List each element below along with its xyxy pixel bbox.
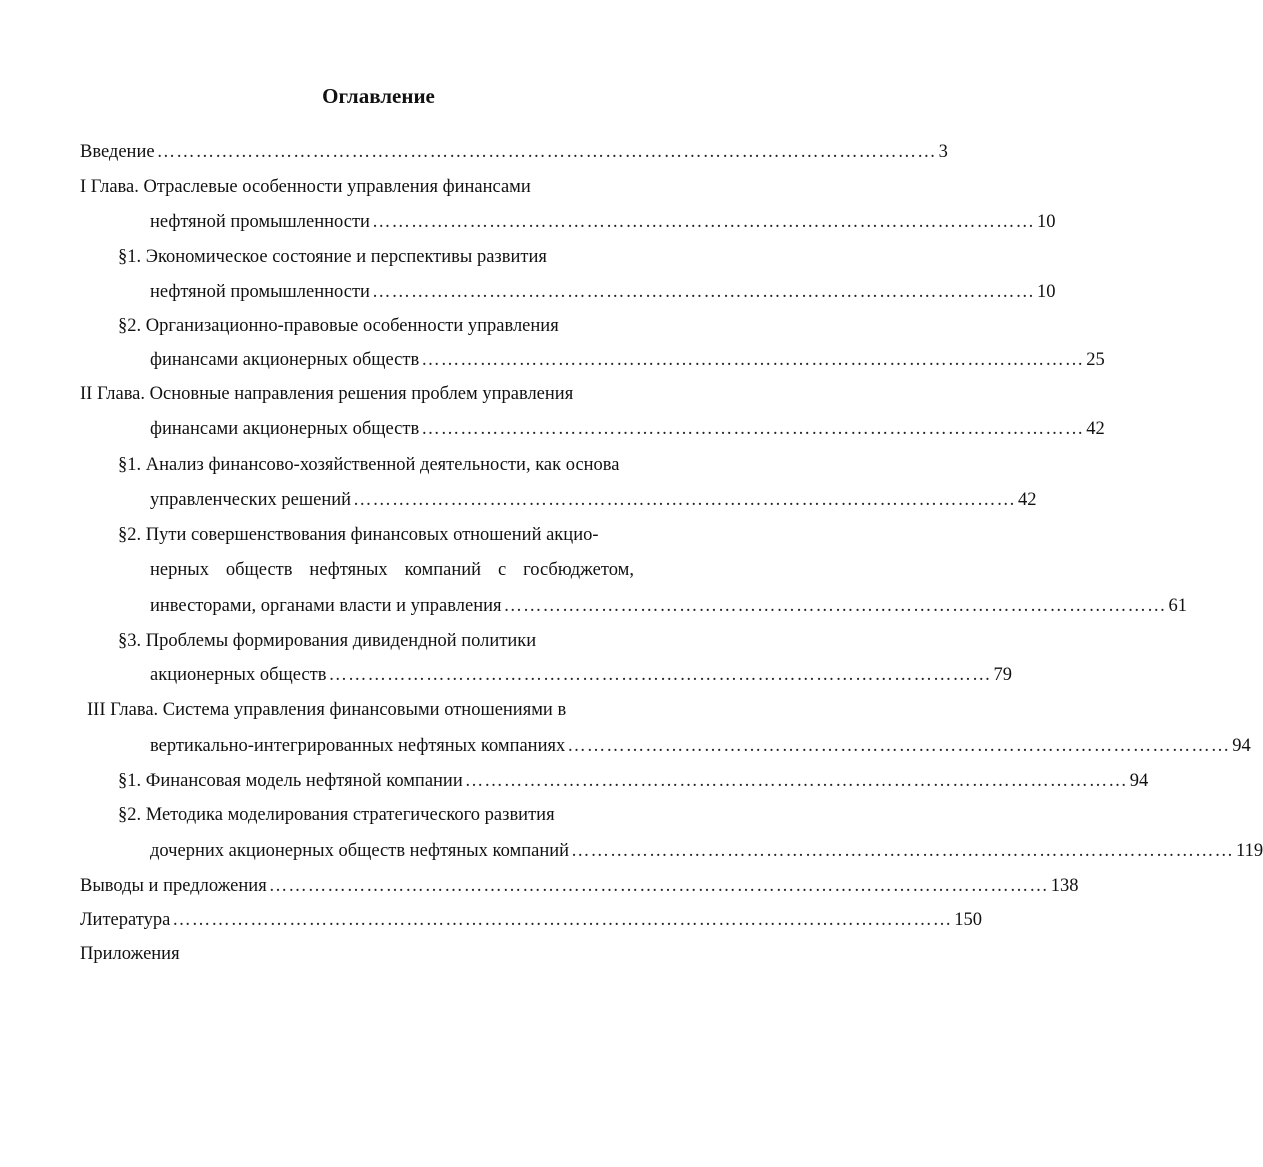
toc-entry-page: 79: [993, 665, 1012, 685]
toc-entry-page: 138: [1050, 876, 1079, 896]
toc-entry-appendices[interactable]: [80, 941, 180, 967]
dot-leader: …………………………………………………………………………………………: [371, 282, 1035, 302]
toc-entry-label: §2. Организационно-правовые особенности управления: [118, 316, 559, 336]
toc-entry-section-1-2-cont[interactable]: [150, 347, 1105, 373]
toc-entry-section-2-1[interactable]: [118, 452, 620, 478]
dot-leader: …………………………………………………………………………………………………………: [172, 910, 953, 930]
toc-entry-section-1-2[interactable]: [118, 313, 559, 339]
toc-entry-section-2-2-cont2[interactable]: [150, 593, 1187, 619]
toc-entry-chapter-1[interactable]: [80, 174, 531, 200]
toc-entry-page: 61: [1168, 596, 1187, 616]
toc-entry-page: 42: [1086, 419, 1105, 439]
toc-entry-label: §1. Финансовая модель нефтяной компании: [118, 771, 463, 791]
toc-entry-label: I Глава. Отраслевые особенности управления финансами: [80, 177, 531, 197]
toc-entry-label: акционерных обществ: [150, 665, 327, 685]
toc-entry-chapter-1-cont[interactable]: [150, 209, 1056, 235]
dot-leader: …………………………………………………………………………………………: [464, 771, 1128, 791]
toc-entry-section-2-2-cont[interactable]: [150, 557, 634, 583]
toc-entry-chapter-2[interactable]: [80, 381, 573, 407]
toc-entry-page: 94: [1232, 736, 1251, 756]
justified-word: обществ: [225, 560, 293, 580]
toc-entry-section-2-2[interactable]: [118, 522, 599, 548]
toc-entry-chapter-2-cont[interactable]: [150, 416, 1105, 442]
toc-entry-page: 119: [1236, 841, 1263, 861]
dot-leader: …………………………………………………………………………………………………………: [156, 142, 937, 162]
dot-leader: …………………………………………………………………………………………: [353, 490, 1017, 510]
toc-entry-section-2-3-cont[interactable]: [150, 662, 1012, 688]
toc-entry-page: 94: [1129, 771, 1149, 791]
toc-entry-label: нефтяной промышленности: [150, 282, 370, 302]
toc-entry-label: Приложения: [80, 944, 180, 964]
toc-entry-label: §2. Методика моделирования стратегического развития: [118, 805, 555, 825]
toc-entry-label: управленческих решений: [150, 490, 352, 510]
justified-word: госбюджетом,: [523, 560, 634, 580]
toc-entry-chapter-3-cont[interactable]: [150, 733, 1251, 759]
toc-entry-label: вертикально-интегрированных нефтяных компаниях: [150, 736, 566, 756]
toc-entry-label: §2. Пути совершенствования финансовых отношений акцио-: [118, 525, 599, 545]
justified-word: с: [498, 560, 507, 580]
toc-entry-label: финансами акционерных обществ: [150, 350, 420, 370]
toc-entry-section-3-2-cont[interactable]: [150, 838, 1263, 864]
toc-entry-label: §1. Экономическое состояние и перспективы развития: [118, 247, 547, 267]
toc-entry-section-1-1[interactable]: [118, 244, 547, 270]
justified-word: компаний: [404, 560, 482, 580]
toc-entry-label: финансами акционерных обществ: [150, 419, 420, 439]
dot-leader: …………………………………………………………………………………………: [571, 841, 1235, 861]
toc-entry-label: II Глава. Основные направления решения проблем управления: [80, 384, 574, 404]
toc-entry-label: Литература: [80, 910, 171, 930]
toc-entry-section-2-3[interactable]: [118, 628, 536, 654]
toc-entry-section-3-1[interactable]: [118, 768, 1149, 794]
toc-entry-page: 150: [954, 910, 983, 930]
toc-entry-section-1-1-cont[interactable]: [150, 279, 1056, 305]
toc-entry-page: 10: [1036, 282, 1056, 302]
toc-entry-chapter-3[interactable]: [87, 697, 566, 723]
toc-entry-label: III Глава. Система управления финансовыми отношениями в: [87, 700, 567, 720]
justified-word: нефтяных: [309, 560, 388, 580]
dot-leader: …………………………………………………………………………………………………………: [268, 876, 1049, 896]
dot-leader: …………………………………………………………………………………………: [421, 350, 1085, 370]
toc-entry-page: 10: [1036, 212, 1056, 232]
toc-entry-page: 42: [1018, 490, 1037, 510]
toc-entry-page: 25: [1086, 350, 1105, 370]
toc-entry-introduction[interactable]: [80, 139, 948, 165]
toc-entry-section-2-1-cont[interactable]: [150, 487, 1037, 513]
toc-entry-label: нефтяной промышленности: [150, 212, 370, 232]
toc-entry-label: дочерних акционерных обществ нефтяных компаний: [150, 841, 570, 861]
toc-entry-label: Выводы и предложения: [80, 876, 267, 896]
toc-entry-label: §3. Проблемы формирования дивидендной политики: [118, 631, 537, 651]
dot-leader: …………………………………………………………………………………………: [421, 419, 1085, 439]
page-title: Оглавление: [322, 84, 435, 108]
toc-entry-literature[interactable]: [80, 907, 983, 933]
toc-entry-label: §1. Анализ финансово-хозяйственной деятельности, как основа: [118, 455, 620, 475]
toc-entry-label: Введение: [80, 142, 155, 162]
justified-word: нерных: [150, 560, 209, 580]
dot-leader: …………………………………………………………………………………………: [328, 665, 992, 685]
toc-entry-page: 3: [938, 142, 948, 162]
dot-leader: …………………………………………………………………………………………: [567, 736, 1231, 756]
dot-leader: …………………………………………………………………………………………: [503, 596, 1167, 616]
dot-leader: …………………………………………………………………………………………: [371, 212, 1035, 232]
toc-entry-section-3-2[interactable]: [118, 802, 555, 828]
toc-entry-label: инвесторами, органами власти и управления: [150, 596, 502, 616]
toc-entry-conclusions[interactable]: [80, 873, 1079, 899]
